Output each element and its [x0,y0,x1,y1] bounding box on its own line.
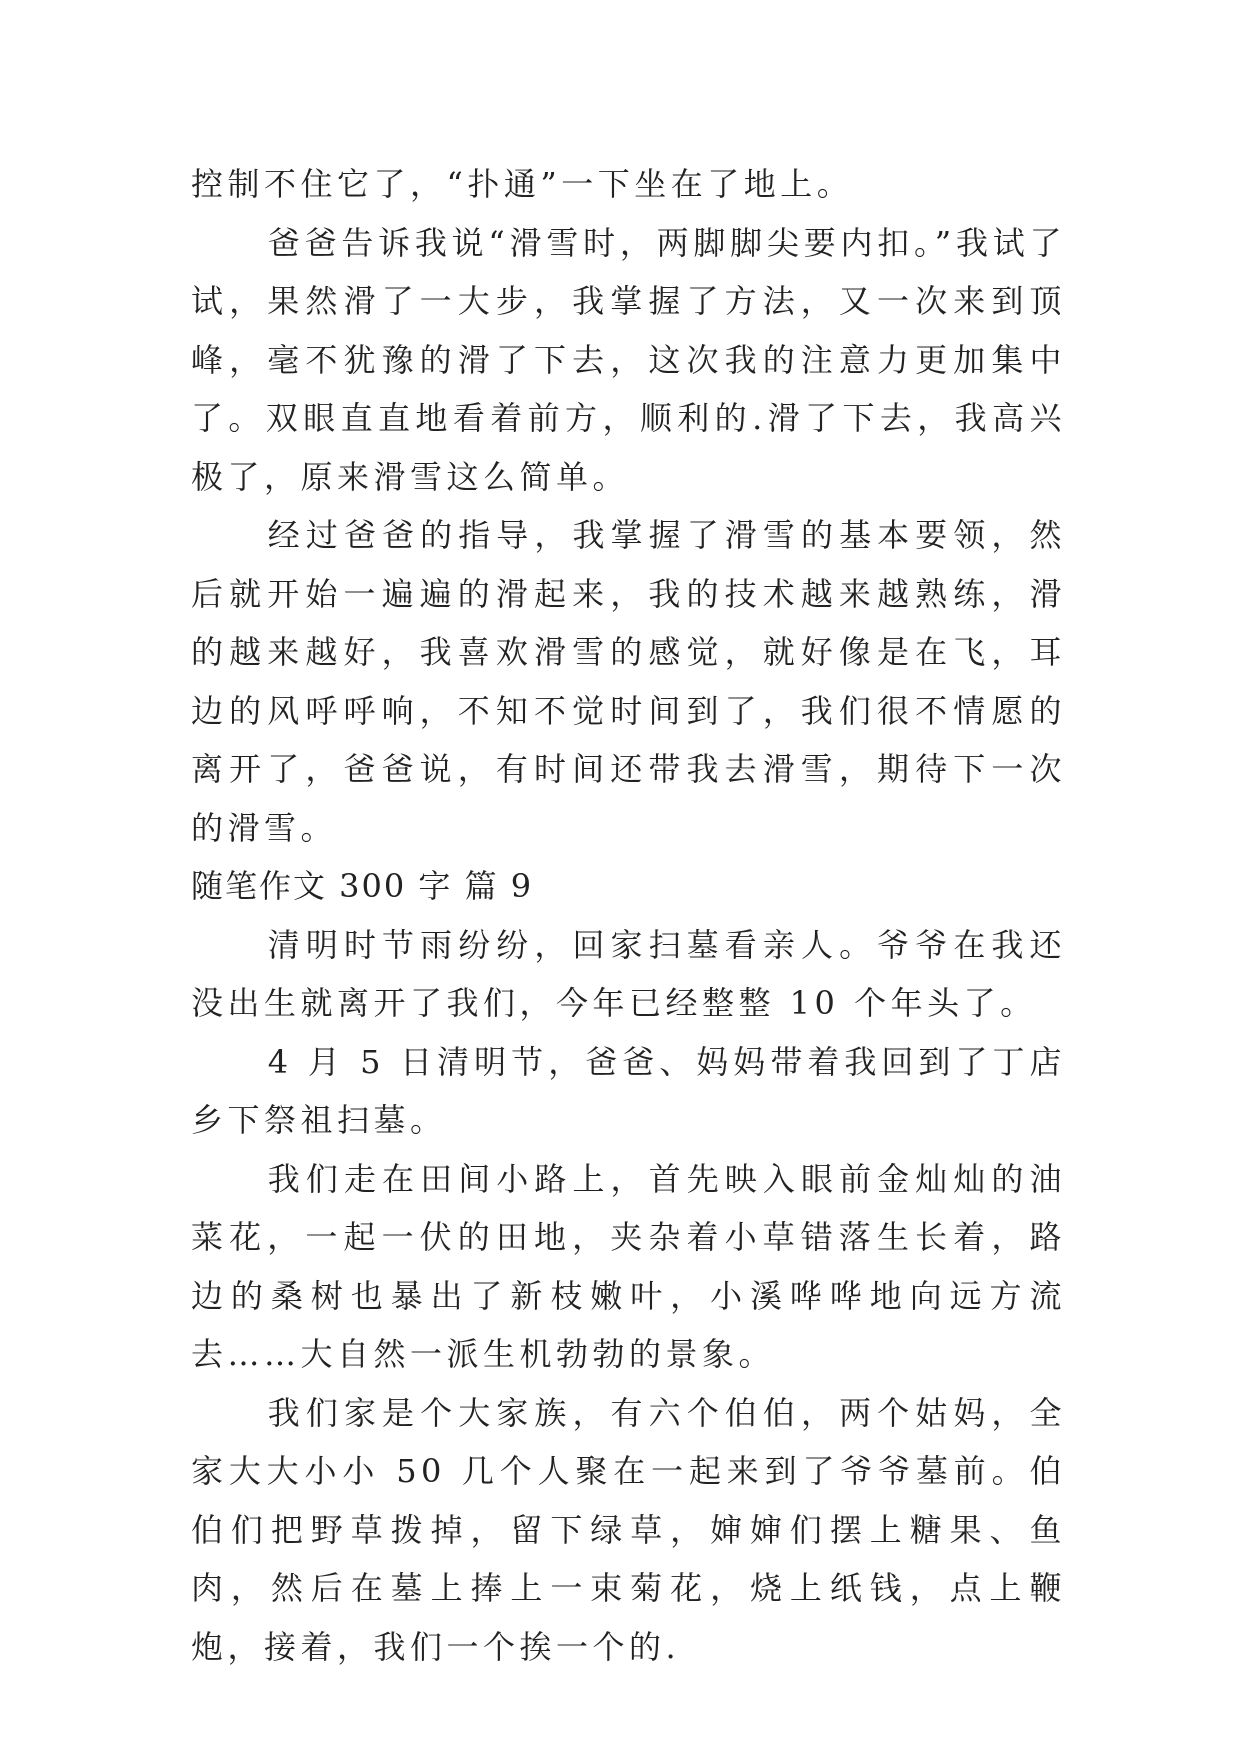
section-heading: 随笔作文 300 字 篇 9 [191,867,534,905]
paragraph-1: 控制不住它了，“扑通”一下坐在了地上。 [191,165,854,203]
paragraph-7: 我们家是个大家族，有六个伯伯，两个姑妈，全家大大小小 50 几个人聚在一起来到了爷爷墓前。伯伯们把野草拨掉，留下绿草，婶婶们摆上糖果、鱼肉，然后在墓上捧上一束菊花，烧上纸钱，点上鞭炮，接着，我们一个挨一个的. [191,1393,1066,1666]
paragraph-2: 爸爸告诉我说“滑雪时，两脚脚尖要内扣。”我试了试，果然滑了一大步，我掌握了方法，又一次来到顶峰，毫不犹豫的滑了下去，这次我的注意力更加集中了。双眼直直地看着前方，顺利的.滑了下去，我高兴极了，原来滑雪这么简单。 [191,223,1066,496]
paragraph-4: 清明时节雨纷纷，回家扫墓看亲人。爷爷在我还没出生就离开了我们，今年已经整整 10 个年头了。 [191,925,1066,1022]
paragraph-3: 经过爸爸的指导，我掌握了滑雪的基本要领，然后就开始一遍遍的滑起来，我的技术越来越熟练，滑的越来越好，我喜欢滑雪的感觉，就好像是在飞，耳边的风呼呼响，不知不觉时间到了，我们很不情愿的离开了，爸爸说，有时间还带我去滑雪，期待下一次的滑雪。 [191,516,1066,847]
paragraph-5: 4 月 5 日清明节，爸爸、妈妈带着我回到了丁店乡下祭祖扫墓。 [191,1042,1066,1139]
document-body [191,155,1066,1676]
paragraph-6: 我们走在田间小路上，首先映入眼前金灿灿的油菜花，一起一伏的田地，夹杂着小草错落生长着，路边的桑树也暴出了新枝嫩叶，小溪哗哗地向远方流去……大自然一派生机勃勃的景象。 [191,1159,1066,1373]
